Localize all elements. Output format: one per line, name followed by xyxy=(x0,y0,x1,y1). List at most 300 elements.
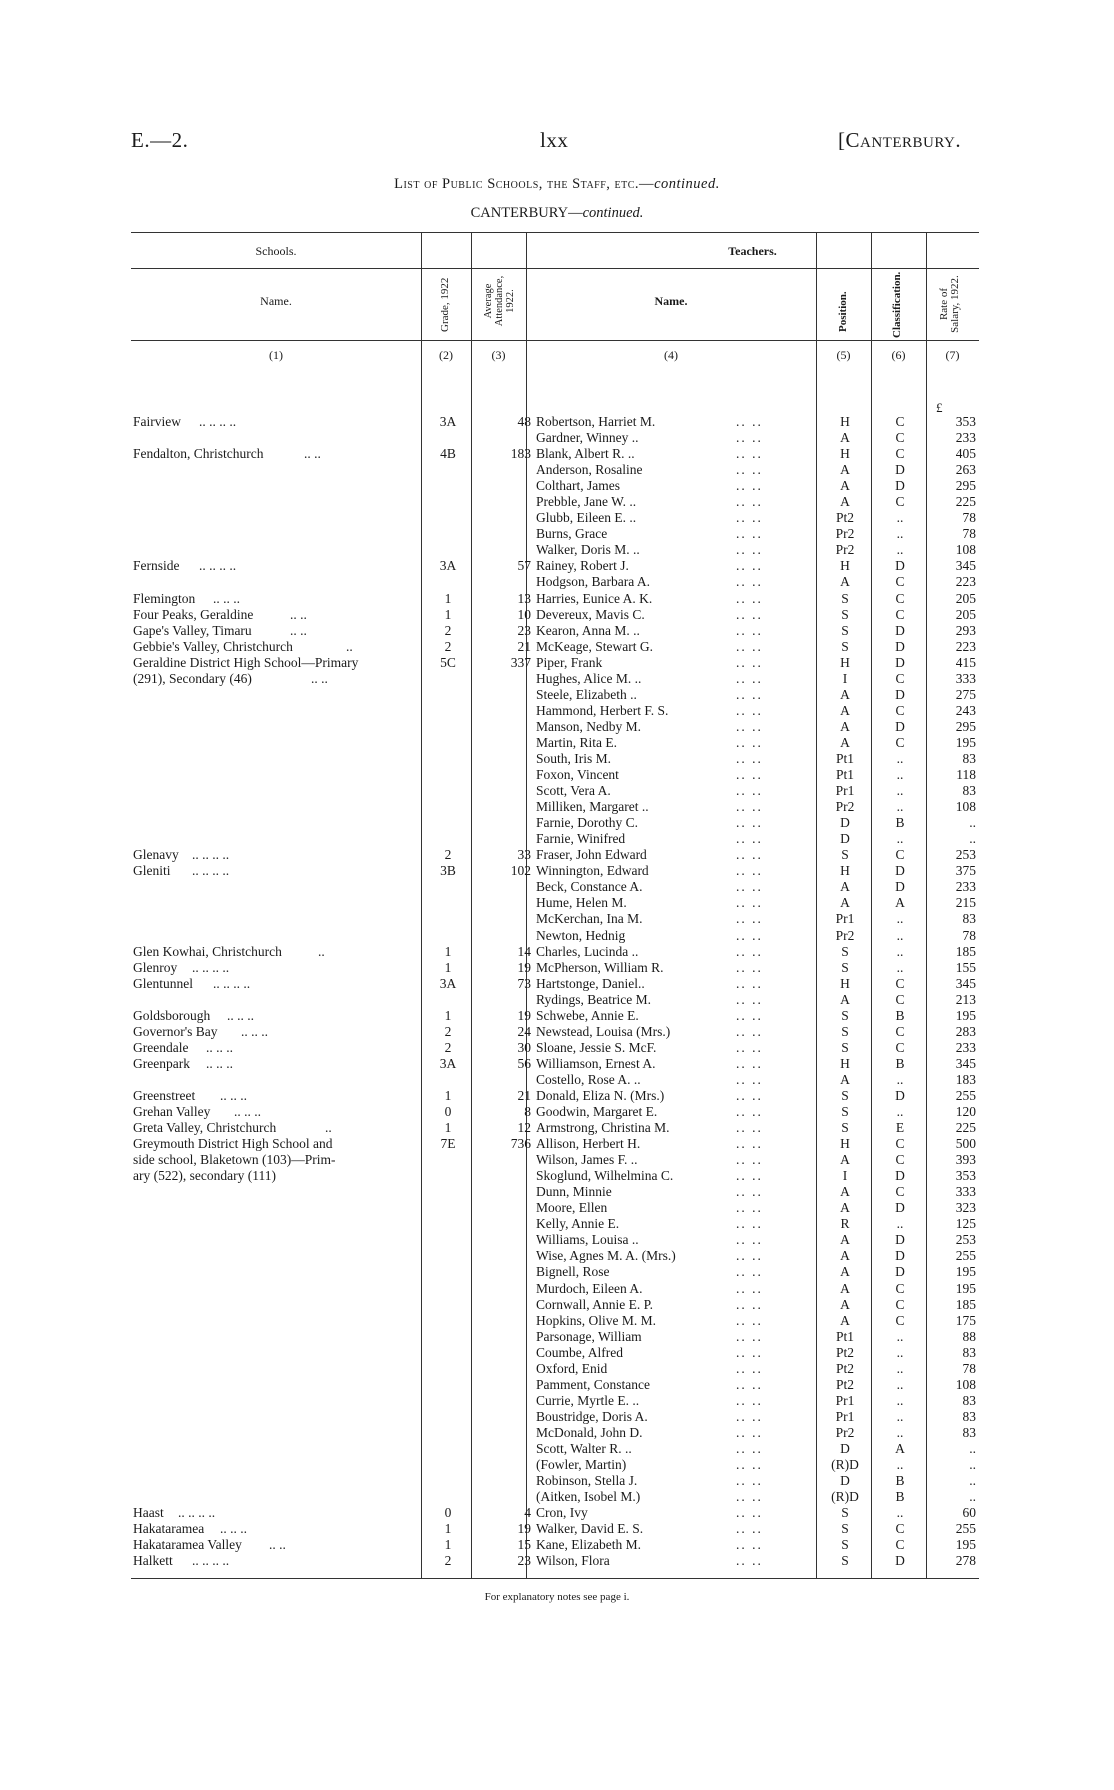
position-cell: S xyxy=(841,622,849,638)
school-leader-dots: .. xyxy=(318,943,325,959)
classification-cell: .. xyxy=(896,1360,904,1376)
teacher-leader-dots: .. .. xyxy=(736,1344,763,1360)
classification-cell: D xyxy=(895,622,905,638)
teacher-name: Skoglund, Wilhelmina C. xyxy=(536,1168,674,1184)
position-cell: A xyxy=(840,1232,850,1248)
school-name-header: Name. xyxy=(260,294,292,308)
table-row xyxy=(131,1377,979,1393)
table-row xyxy=(131,446,979,462)
classification-cell: C xyxy=(895,590,905,606)
position-cell: S xyxy=(841,1023,849,1039)
classification-cell: D xyxy=(895,1248,905,1264)
table-row xyxy=(131,1216,979,1232)
page-subtitle xyxy=(0,205,1114,222)
teacher-leader-dots: .. .. xyxy=(736,446,763,462)
school-name: Hakataramea Valley xyxy=(133,1537,242,1553)
classification-cell: .. xyxy=(896,1071,904,1087)
salary-cell: .. xyxy=(969,831,976,847)
teacher-name: Schwebe, Annie E. xyxy=(536,1007,639,1023)
teacher-name: Gardner, Winney .. xyxy=(536,430,639,446)
table-row xyxy=(131,1184,979,1200)
school-leader-dots: .. .. .. xyxy=(220,1087,247,1103)
position-cell: Pt2 xyxy=(835,1376,854,1392)
page-title xyxy=(0,176,1114,193)
table-row xyxy=(131,1200,979,1216)
teacher-leader-dots: .. .. xyxy=(736,943,763,959)
school-name: Greenpark xyxy=(133,1055,190,1071)
position-cell: A xyxy=(840,1248,850,1264)
salary-cell: 345 xyxy=(955,975,976,991)
salary-cell: 253 xyxy=(955,847,976,863)
salary-cell: 345 xyxy=(955,1055,976,1071)
table-row xyxy=(131,1168,979,1184)
school-leader-dots: .. .. .. xyxy=(220,1521,247,1537)
table-row xyxy=(131,815,979,831)
teacher-name: Pamment, Constance xyxy=(536,1376,650,1392)
table-row xyxy=(131,1361,979,1377)
table-row xyxy=(131,751,979,767)
table-row xyxy=(131,703,979,719)
teacher-leader-dots: .. .. xyxy=(736,622,763,638)
salary-cell: 353 xyxy=(955,1168,976,1184)
attendance-cell: 56 xyxy=(517,1055,531,1071)
table-row xyxy=(131,1329,979,1345)
grade-cell: 1 xyxy=(444,1007,452,1023)
teacher-leader-dots: .. .. xyxy=(736,927,763,943)
school-name: Glen Kowhai, Christchurch xyxy=(133,943,282,959)
teacher-leader-dots: .. .. xyxy=(736,590,763,606)
school-leader-dots: .. .. .. xyxy=(241,1023,268,1039)
teacher-name: Walker, Doris M. .. xyxy=(536,542,640,558)
salary-cell: 195 xyxy=(955,1537,976,1553)
position-cell: Pr1 xyxy=(835,783,855,799)
salary-cell: 405 xyxy=(955,446,976,462)
teacher-leader-dots: .. .. xyxy=(736,1424,763,1440)
teacher-name: Coumbe, Alfred xyxy=(536,1344,623,1360)
salary-cell: 83 xyxy=(962,1424,976,1440)
teacher-name: Bignell, Rose xyxy=(536,1264,610,1280)
table-row xyxy=(131,1297,979,1313)
teacher-leader-dots: .. .. xyxy=(736,558,763,574)
salary-cell: 120 xyxy=(955,1104,976,1120)
teacher-leader-dots: .. .. xyxy=(736,654,763,670)
teacher-name: South, Iris M. xyxy=(536,750,612,766)
table-row xyxy=(131,494,979,510)
position-cell: H xyxy=(840,975,850,991)
position-cell: (R)D xyxy=(831,1489,859,1505)
salary-cell: 118 xyxy=(956,767,976,783)
table-row xyxy=(131,623,979,639)
table-row xyxy=(131,1008,979,1024)
salary-cell: 60 xyxy=(962,1505,976,1521)
salary-cell: 293 xyxy=(955,622,976,638)
table-row xyxy=(131,1104,979,1120)
table-row xyxy=(131,1264,979,1280)
table-row xyxy=(131,719,979,735)
school-leader-dots: .. .. .. .. xyxy=(192,1553,230,1569)
school-leader-dots: .. .. .. .. xyxy=(213,975,251,991)
position-cell: H xyxy=(840,1055,850,1071)
position-cell: A xyxy=(840,686,850,702)
footer-note: For explanatory notes see page i. xyxy=(484,1591,630,1603)
classification-cell: D xyxy=(895,718,905,734)
salary-cell: 375 xyxy=(955,863,976,879)
position-cell: A xyxy=(840,462,850,478)
teacher-leader-dots: .. .. xyxy=(736,1232,763,1248)
table-row xyxy=(131,1505,979,1521)
school-leader-dots: .. .. .. .. xyxy=(178,1505,216,1521)
teacher-name: Martin, Rita E. xyxy=(536,734,617,750)
position-cell: Pr1 xyxy=(835,1392,855,1408)
position-cell: Pr2 xyxy=(835,799,855,815)
teacher-name: Dunn, Minnie xyxy=(536,1184,612,1200)
teacher-leader-dots: .. .. xyxy=(736,815,763,831)
school-leader-dots: .. .. .. xyxy=(213,590,240,606)
position-cell: A xyxy=(840,430,850,446)
position-cell: A xyxy=(840,1152,850,1168)
teacher-leader-dots: .. .. xyxy=(736,670,763,686)
salary-cell: 225 xyxy=(955,1120,976,1136)
attendance-cell: 33 xyxy=(517,847,531,863)
grade-cell: 2 xyxy=(444,1553,452,1569)
salary-cell: 175 xyxy=(955,1312,976,1328)
teacher-name: Goodwin, Margaret E. xyxy=(536,1104,658,1120)
position-cell: H xyxy=(840,654,850,670)
classification-cell: D xyxy=(895,879,905,895)
position-cell: S xyxy=(841,1120,849,1136)
position-cell: S xyxy=(841,1104,849,1120)
position-header: Position. xyxy=(837,291,849,332)
school-leader-dots: .. .. .. xyxy=(206,1039,233,1055)
position-cell: Pt2 xyxy=(835,1344,854,1360)
classification-cell: .. xyxy=(896,959,904,975)
teacher-leader-dots: .. .. xyxy=(736,718,763,734)
school-name: Glenroy xyxy=(133,959,178,975)
salary-cell: 263 xyxy=(955,462,976,478)
position-cell: Pt1 xyxy=(835,1328,854,1344)
table-row xyxy=(131,831,979,847)
teacher-name: Currie, Myrtle E. .. xyxy=(536,1392,640,1408)
teacher-name: Manson, Nedby M. xyxy=(536,718,641,734)
classification-cell: D xyxy=(895,863,905,879)
table-row xyxy=(131,1393,979,1409)
school-name: Greymouth District High School and xyxy=(133,1136,333,1152)
classification-cell: D xyxy=(895,1264,905,1280)
position-cell: A xyxy=(840,1312,850,1328)
salary-cell: 215 xyxy=(955,895,976,911)
position-cell: Pr2 xyxy=(835,1424,855,1440)
col-number: (3) xyxy=(491,348,506,362)
classification-cell: .. xyxy=(896,1408,904,1424)
salary-cell: 195 xyxy=(955,1280,976,1296)
teacher-name: Winnington, Edward xyxy=(536,863,649,879)
classification-cell: C xyxy=(895,734,905,750)
school-name: Four Peaks, Geraldine xyxy=(133,606,254,622)
school-name: Glentunnel xyxy=(133,975,193,991)
teacher-leader-dots: .. .. xyxy=(736,494,763,510)
teacher-name: Glubb, Eileen E. .. xyxy=(536,510,637,526)
teacher-leader-dots: .. .. xyxy=(736,1216,763,1232)
salary-cell: 233 xyxy=(955,1039,976,1055)
teacher-leader-dots: .. .. xyxy=(736,542,763,558)
classification-header: Classification. xyxy=(891,271,903,338)
salary-cell: 185 xyxy=(955,1296,976,1312)
salary-cell: 78 xyxy=(962,526,976,542)
teacher-leader-dots: .. .. xyxy=(736,911,763,927)
teacher-leader-dots: .. .. xyxy=(736,767,763,783)
table-row xyxy=(131,895,979,911)
salary-cell: 195 xyxy=(955,1264,976,1280)
classification-cell: C xyxy=(895,1023,905,1039)
classification-cell: .. xyxy=(896,1392,904,1408)
teacher-name: Milliken, Margaret .. xyxy=(536,799,649,815)
classification-cell: A xyxy=(895,1441,905,1456)
teacher-leader-dots: .. .. xyxy=(736,1553,763,1569)
classification-cell: B xyxy=(895,1007,905,1023)
pound-sign: £ xyxy=(936,400,943,415)
col-number: (7) xyxy=(945,348,960,362)
table-row xyxy=(131,1457,979,1473)
school-name: side school, Blaketown (103)—Prim- xyxy=(133,1152,336,1168)
classification-cell: C xyxy=(895,446,905,462)
position-cell: A xyxy=(840,1296,850,1312)
teacher-leader-dots: .. .. xyxy=(736,1473,763,1489)
salary-header: Rate of Salary, 1922. xyxy=(938,275,961,333)
teacher-leader-dots: .. .. xyxy=(736,959,763,975)
position-cell: Pr2 xyxy=(835,542,855,558)
salary-cell: 108 xyxy=(955,799,976,815)
grade-cell: 5C xyxy=(440,654,456,670)
salary-cell: 185 xyxy=(955,943,976,959)
salary-cell: 125 xyxy=(955,1216,976,1232)
position-cell: D xyxy=(840,831,850,847)
table-body xyxy=(131,414,979,1569)
table-row xyxy=(131,478,979,494)
teacher-name: Oxford, Enid xyxy=(536,1360,608,1376)
teacher-leader-dots: .. .. xyxy=(736,1312,763,1328)
teacher-leader-dots: .. .. xyxy=(736,606,763,622)
position-cell: H xyxy=(840,414,850,429)
classification-cell: .. xyxy=(896,542,904,558)
position-cell: A xyxy=(840,895,850,911)
teacher-leader-dots: .. .. xyxy=(736,1248,763,1264)
school-name: Fendalton, Christchurch xyxy=(133,446,264,462)
table-row xyxy=(131,976,979,992)
teacher-name: Donald, Eliza N. (Mrs.) xyxy=(536,1087,665,1103)
region-header: [Canterbury. xyxy=(838,128,962,152)
salary-cell: 253 xyxy=(955,1232,976,1248)
teacher-leader-dots: .. .. xyxy=(736,1280,763,1296)
grade-cell: 1 xyxy=(444,590,452,606)
salary-cell: .. xyxy=(969,1441,976,1456)
school-leader-dots: .. .. .. xyxy=(206,1055,233,1071)
school-name: (291), Secondary (46) xyxy=(133,670,252,686)
attendance-cell: 14 xyxy=(517,943,531,959)
table-row xyxy=(131,1281,979,1297)
teacher-name: Hughes, Alice M. .. xyxy=(536,670,642,686)
teacher-leader-dots: .. .. xyxy=(736,1505,763,1521)
attendance-cell: 183 xyxy=(510,446,531,462)
teacher-leader-dots: .. .. xyxy=(736,1071,763,1087)
table-row xyxy=(131,1473,979,1489)
table-row xyxy=(131,1537,979,1553)
title-text: List of Public Schools, the Staff, etc.— xyxy=(394,176,655,192)
grade-cell: 2 xyxy=(444,1039,452,1055)
teacher-name: Robertson, Harriet M. xyxy=(536,414,656,429)
salary-cell: 275 xyxy=(955,686,976,702)
classification-cell: C xyxy=(895,1521,905,1537)
teacher-leader-dots: .. .. xyxy=(736,750,763,766)
table-row xyxy=(131,1521,979,1537)
table-row xyxy=(131,879,979,895)
col-number: (1) xyxy=(269,348,283,362)
teacher-leader-dots: .. .. xyxy=(736,831,763,847)
teacher-leader-dots: .. .. xyxy=(736,510,763,526)
school-name: Halkett xyxy=(133,1553,173,1569)
teacher-leader-dots: .. .. xyxy=(736,1039,763,1055)
grade-cell: 2 xyxy=(444,638,452,654)
teacher-leader-dots: .. .. xyxy=(736,430,763,446)
grade-cell: 1 xyxy=(444,1537,452,1553)
classification-cell: D xyxy=(895,1087,905,1103)
teacher-name: Prebble, Jane W. .. xyxy=(536,494,637,510)
attendance-cell: 19 xyxy=(517,1521,531,1537)
teacher-name: Newton, Hednig xyxy=(536,927,626,943)
salary-cell: 205 xyxy=(955,590,976,606)
col-number: (6) xyxy=(891,348,906,362)
attendance-cell: 24 xyxy=(517,1023,531,1039)
salary-cell: 195 xyxy=(955,1007,976,1023)
teacher-name: Hopkins, Olive M. M. xyxy=(536,1312,657,1328)
school-leader-dots: .. xyxy=(346,638,353,654)
attendance-cell: 10 xyxy=(517,606,531,622)
teacher-name: (Aitken, Isobel M.) xyxy=(536,1489,641,1505)
page-number: lxx xyxy=(540,128,569,152)
col-number: (4) xyxy=(664,348,678,362)
salary-cell: 500 xyxy=(955,1136,976,1152)
classification-cell: C xyxy=(895,991,905,1007)
teacher-name: Hammond, Herbert F. S. xyxy=(536,702,669,718)
teacher-leader-dots: .. .. xyxy=(736,991,763,1007)
classification-cell: D xyxy=(895,478,905,494)
school-name: Goldsborough xyxy=(133,1007,211,1023)
grade-cell: 1 xyxy=(444,1521,452,1537)
teacher-leader-dots: .. .. xyxy=(736,638,763,654)
school-leader-dots: .. .. .. xyxy=(227,1007,254,1023)
teacher-leader-dots: .. .. xyxy=(736,895,763,911)
table-row xyxy=(131,1441,979,1457)
position-cell: S xyxy=(841,847,849,863)
table-row xyxy=(131,1024,979,1040)
salary-cell: 243 xyxy=(955,702,976,718)
position-cell: Pr2 xyxy=(835,526,855,542)
classification-cell: C xyxy=(895,606,905,622)
school-leader-dots: .. .. xyxy=(290,622,307,638)
position-cell: A xyxy=(840,574,850,590)
teacher-leader-dots: .. .. xyxy=(736,1489,763,1505)
teacher-name: Allison, Herbert H. xyxy=(536,1136,641,1152)
salary-cell: .. xyxy=(969,1457,976,1473)
table-row xyxy=(131,542,979,558)
attendance-cell: 57 xyxy=(517,558,531,574)
grade-cell: 2 xyxy=(444,622,452,638)
salary-cell: 223 xyxy=(955,574,976,590)
schools-group-header: Schools. xyxy=(255,244,297,258)
position-cell: S xyxy=(841,606,849,622)
teacher-leader-dots: .. .. xyxy=(736,1200,763,1216)
table-row xyxy=(131,911,979,927)
school-leader-dots: .. .. .. .. xyxy=(192,863,230,879)
grade-cell: 3A xyxy=(439,558,457,574)
teacher-name: Foxon, Vincent xyxy=(536,767,619,783)
subtitle-text: CANTERBURY— xyxy=(470,205,583,221)
salary-cell: 295 xyxy=(955,718,976,734)
teacher-name: Charles, Lucinda .. xyxy=(536,943,639,959)
position-cell: S xyxy=(841,1505,849,1521)
table-row xyxy=(131,1232,979,1248)
teacher-name: McKeage, Stewart G. xyxy=(536,638,653,654)
grade-cell: 3A xyxy=(439,1055,457,1071)
teacher-name: Wilson, James F. .. xyxy=(536,1152,638,1168)
table-row xyxy=(131,1553,979,1569)
classification-cell: .. xyxy=(896,783,904,799)
teacher-leader-dots: .. .. xyxy=(736,1087,763,1103)
table-row xyxy=(131,558,979,574)
position-cell: A xyxy=(840,1071,850,1087)
position-cell: Pt2 xyxy=(835,1360,854,1376)
classification-cell: .. xyxy=(896,1216,904,1232)
attendance-cell: 736 xyxy=(510,1136,531,1152)
salary-cell: 255 xyxy=(955,1087,976,1103)
salary-cell: 78 xyxy=(962,927,976,943)
classification-cell: .. xyxy=(896,1344,904,1360)
table-row xyxy=(131,687,979,703)
classification-cell: .. xyxy=(896,510,904,526)
teacher-leader-dots: .. .. xyxy=(736,847,763,863)
grade-cell: 2 xyxy=(444,847,452,863)
teacher-leader-dots: .. .. xyxy=(736,1537,763,1553)
classification-cell: .. xyxy=(896,927,904,943)
teacher-leader-dots: .. .. xyxy=(736,1184,763,1200)
position-cell: D xyxy=(840,1473,850,1489)
attendance-header: Average Attendance, 1922. xyxy=(483,275,516,327)
teacher-name: Williamson, Ernest A. xyxy=(536,1055,656,1071)
position-cell: A xyxy=(840,1264,850,1280)
teacher-leader-dots: .. .. xyxy=(736,1152,763,1168)
classification-cell: C xyxy=(895,1280,905,1296)
grade-header: Grade, 1922 xyxy=(439,277,451,332)
attendance-cell: 23 xyxy=(517,622,531,638)
teacher-name: Piper, Frank xyxy=(536,654,603,670)
teacher-leader-dots: .. .. xyxy=(736,1392,763,1408)
salary-cell: 108 xyxy=(955,1376,976,1392)
attendance-cell: 30 xyxy=(517,1039,531,1055)
classification-cell: .. xyxy=(896,1457,904,1473)
salary-cell: 83 xyxy=(962,1344,976,1360)
position-cell: A xyxy=(840,1200,850,1216)
teacher-name: Blank, Albert R. .. xyxy=(536,446,635,462)
teacher-name: Beck, Constance A. xyxy=(536,879,643,895)
table-row xyxy=(131,655,979,671)
teacher-name: Devereux, Mavis C. xyxy=(536,606,645,622)
teacher-name: Anderson, Rosaline xyxy=(536,462,643,478)
position-cell: S xyxy=(841,943,849,959)
teachers-group-header: Teachers. xyxy=(728,244,777,258)
school-name: Gebbie's Valley, Christchurch xyxy=(133,638,293,654)
salary-cell: 333 xyxy=(955,670,976,686)
table-row xyxy=(131,1425,979,1441)
classification-cell: .. xyxy=(896,526,904,542)
